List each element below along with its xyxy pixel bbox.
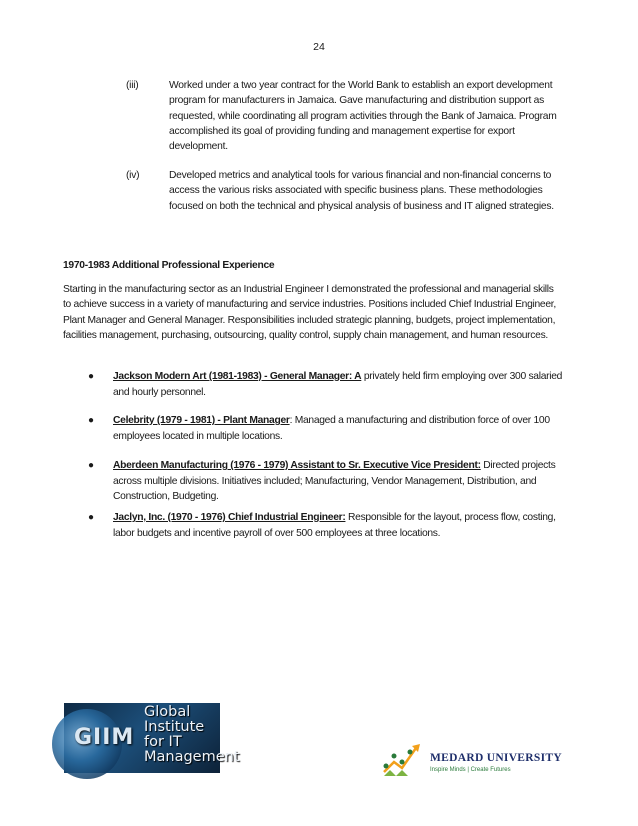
medard-university-tagline: Inspire Minds | Create Futures [430, 767, 511, 773]
medard-university-logo [380, 740, 580, 780]
numbered-item-label: (iv) [126, 170, 140, 181]
bullet-icon: ● [88, 460, 94, 471]
experience-item-title: Celebrity (1979 - 1981) - Plant Manager [113, 415, 290, 426]
bullet-icon: ● [88, 512, 94, 523]
intro-paragraph: Starting in the manufacturing sector as an Industrial Engineer I demonstrated the professional and managerial skills to achieve success in a variety of manufacturing and service industries. Positions included Chief Industrial Engineer, Plant Manager and General Manager. Responsibilities included strategic planning, budgets, project implementation, facilities management, purchasing, outsourcing, quality control, supply chain management, and human resources. [63, 284, 556, 342]
experience-item-celebrity [88, 413, 578, 444]
experience-item-aberdeen [88, 458, 578, 505]
experience-item-jackson [88, 369, 578, 400]
numbered-item-text: Worked under a two year contract for the World Bank to establish an export development program for manufacturers in Jamaica. Gave manufacturing and distribution support as requested, while coordinating all program activities through the Bank of Jamaica. Program accomplished its goal of providing funding and management expertise for export development. [169, 80, 557, 153]
section-heading: 1970-1983 Additional Professional Experience [63, 260, 275, 271]
experience-item-text: : Managed a manufacturing and distribution force of over 100 employees located in multiple locations. [113, 415, 550, 442]
bullet-icon: ● [88, 415, 94, 426]
numbered-item-text: Developed metrics and analytical tools for various financial and non-financial concerns to access the various risks associated with specific business plans. These methodologies focused on both the technical and physical analysis of business and IT aligned strategies. [169, 170, 554, 212]
experience-item-text: Responsible for the layout, process flow, costing, labor budgets and incentive payroll of over 500 employees at three locations. [113, 512, 556, 539]
numbered-item-label: (iii) [126, 80, 139, 91]
giim-logo-line: for IT [144, 734, 182, 750]
experience-item-jaclyn [88, 510, 578, 541]
giim-logo [64, 703, 240, 773]
giim-logo-abbr: GIIM [74, 725, 135, 750]
experience-item-title: Jackson Modern Art (1981-1983) - General Manager: A [113, 371, 362, 382]
bullet-icon: ● [88, 371, 94, 382]
page-number: 24 [313, 41, 325, 53]
experience-item-text: Directed projects across multiple divisions. Initiatives included; Manufacturing, Vendor Management, Distribution, and Construction, Budgeting. [113, 460, 556, 503]
experience-item-text: privately held firm employing over 300 salaried and hourly personnel. [113, 371, 563, 398]
numbered-item-iii [126, 78, 566, 154]
giim-logo-line: Management [144, 749, 240, 765]
experience-item-title: Jaclyn, Inc. (1970 - 1976) Chief Industrial Engineer: [113, 512, 346, 523]
numbered-item-iv [126, 168, 566, 214]
giim-logo-line: Institute [144, 719, 205, 735]
experience-item-title: Aberdeen Manufacturing (1976 - 1979) Assistant to Sr. Executive Vice President: [113, 460, 481, 471]
medard-university-name: MEDARD UNIVERSITY [430, 752, 562, 764]
giim-logo-name [144, 705, 240, 765]
medard-emblem-icon [380, 740, 430, 780]
giim-logo-line: Global [144, 704, 191, 720]
